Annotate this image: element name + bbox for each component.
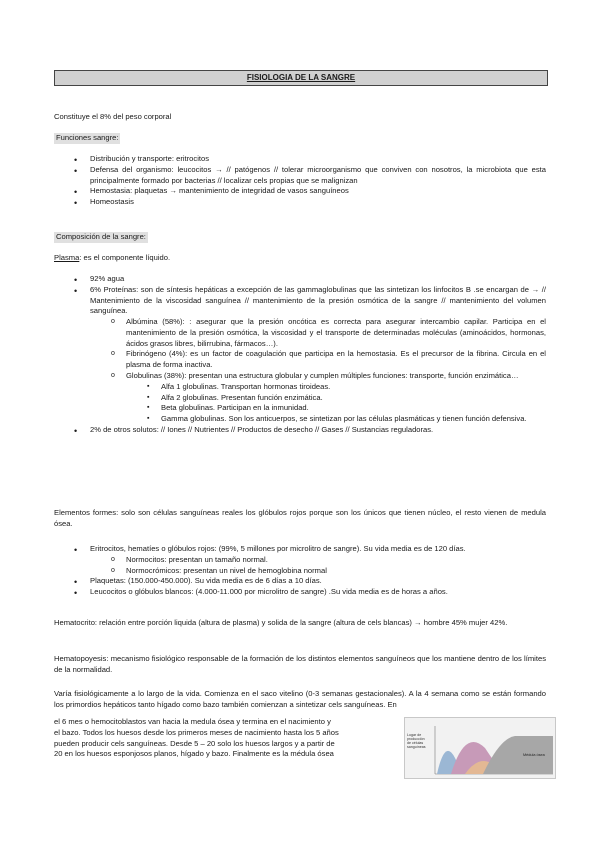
- plasma-label: Plasma: [54, 253, 80, 262]
- variation-text: Varía fisiológicamente a lo largo de la vida. Comienza en el saco vitelino (0-3 semanas gestacionales). A la 4 semana como se están formando los primordios hepáticos tanto hígado como bazo también comienzan a sintetizar cels sanguíneas. En: [54, 689, 546, 709]
- plasma-list: [54, 274, 546, 436]
- variation-wrapped: [54, 717, 399, 760]
- list-item-proteins: • 6% Proteínas: son de síntesis hepáticas a excepción de las gammaglobulinas que las sintetizan los linfocitos B .se encargan de → // Mantenimiento de la viscosidad sanguínea // mantenimiento de la presión osmótica de la sangre // mantenimiento del volumen sanguínea.: [54, 285, 546, 317]
- list-item-albumin: o Albúmina (58%): : asegurar que la presión oncótica es correcta para asegurar intercambio capilar. Participa en el mantenimiento de la presión osmótica, la viscosidad y el transporte de determinadas moléculas (aminoácidos, hormonas, ácidos grasos libres, bilirrubina, fármacos…).: [54, 317, 546, 349]
- list-item: • Homeostasis: [54, 197, 546, 208]
- functions-heading-row: [54, 133, 546, 144]
- list-item: • Defensa del organismo: leucocitos → // patógenos // tolerar microorganismo que conviven con nosotros, la microbiota que esta principalmente formado por bacterias // localizar cels propias que se malignizan: [54, 165, 546, 187]
- formed-elements-text: Elementos formes: solo son células sanguíneas reales los glóbulos rojos porque son los únicos que tienen núcleo, el resto vienen de medula ósea.: [54, 508, 546, 528]
- variation-line: el bazo. Todos los huesos desde los primeros meses de nacimiento hasta los 5 años: [54, 727, 339, 737]
- figure-label: producción: [407, 737, 425, 741]
- variation-line: el 6 mes o hemocitoblastos van hacia la medula ósea y termina en el nacimiento y: [54, 717, 331, 726]
- hematopoiesis-text: Hematopoyesis: mecanismo fisiológico responsable de la formación de los distintos elementos sanguíneos que los mantiene dentro de los límites de la normalidad.: [54, 654, 546, 674]
- list-item-globulin-type: ▪ Gamma globulinas. Son los anticuerpos, se sintetizan por las células plasmáticas y tienen función defensiva.: [54, 414, 546, 425]
- figure-label: de células: [407, 741, 424, 745]
- list-item-globulin-type: ▪ Alfa 1 globulinas. Transportan hormonas tiroideas.: [54, 382, 546, 393]
- list-item-normocromicos: o Normocrómicos: presentan un nivel de hemoglobina normal: [54, 566, 546, 577]
- functions-heading: Funciones sangre:: [56, 133, 119, 142]
- list-item-leukocytes: • Leucocitos o glóbulos blancos: (4.000-11.000 por microlitro de sangre) .Su vida media es de horas a años.: [54, 587, 546, 598]
- intro-text: Constituye el 8% del peso corporal: [54, 112, 172, 121]
- page-title: FISIOLOGIA DE LA SANGRE: [54, 70, 548, 86]
- composition-heading: Composición de la sangre:: [56, 232, 146, 241]
- plasma-line: [54, 253, 546, 264]
- figure-label: sanguíneas: [407, 745, 426, 749]
- list-item-erythrocytes: • Eritrocitos, hematíes o glóbulos rojos: (99%, 5 millones por microlitro de sangre). Su vida media es de 120 días.: [54, 544, 546, 555]
- list-item-globulins: o Globulinas (38%): presentan una estructura globular y cumplen múltiples funciones: transporte, función enzimática…: [54, 371, 546, 382]
- hematopoiesis-chart: [405, 718, 555, 778]
- formed-elements-list: [54, 544, 546, 598]
- list-item-fibrinogen: o Fibrinógeno (4%): es un factor de coagulación que participa en la hemostasia. Es el precursor de la fibrina. Circula en el plasma de forma inactiva.: [54, 349, 546, 371]
- list-item-platelets: • Plaquetas: (150.000-450.000). Su vida media es de 6 días a 10 días.: [54, 576, 546, 587]
- hematocrit-text: Hematocrito: relación entre porción liquida (altura de plasma) y solida de la sangre (altura de cels blancas) → hombre 45% mujer 42%.: [54, 618, 508, 627]
- figure-label: Lugar de: [407, 733, 422, 737]
- variation-line: pueden producir cels sanguíneas. Desde 5 – 20 solo los huesos largos y a partir de: [54, 738, 335, 748]
- list-item-water: • 92% agua: [54, 274, 546, 285]
- hematopoiesis-figure: [404, 717, 556, 779]
- composition-heading-row: [54, 232, 546, 243]
- list-item-globulin-type: ▪ Alfa 2 globulinas. Presentan función enzimática.: [54, 393, 546, 404]
- list-item-globulin-type: ▪ Beta globulinas. Participan en la inmunidad.: [54, 403, 546, 414]
- list-item: • Distribución y transporte: eritrocitos: [54, 154, 546, 165]
- variation-line: 20 en los huesos esponjosos planos, hígado y bazo. Finalmente es la médula ósea: [54, 749, 334, 759]
- figure-region-label: Médula ósea: [523, 753, 545, 757]
- functions-list: [54, 154, 546, 208]
- list-item-normocitos: o Normocitos: presentan un tamaño normal.: [54, 555, 546, 566]
- plasma-text: : es el componente líquido.: [79, 253, 171, 262]
- list-item: • Hemostasia: plaquetas → mantenimiento de integridad de vasos sanguíneos: [54, 186, 546, 197]
- list-item-solutes: • 2% de otros solutos: // Iones // Nutrientes // Productos de desecho // Gases // Sustancias reguladoras.: [54, 425, 546, 436]
